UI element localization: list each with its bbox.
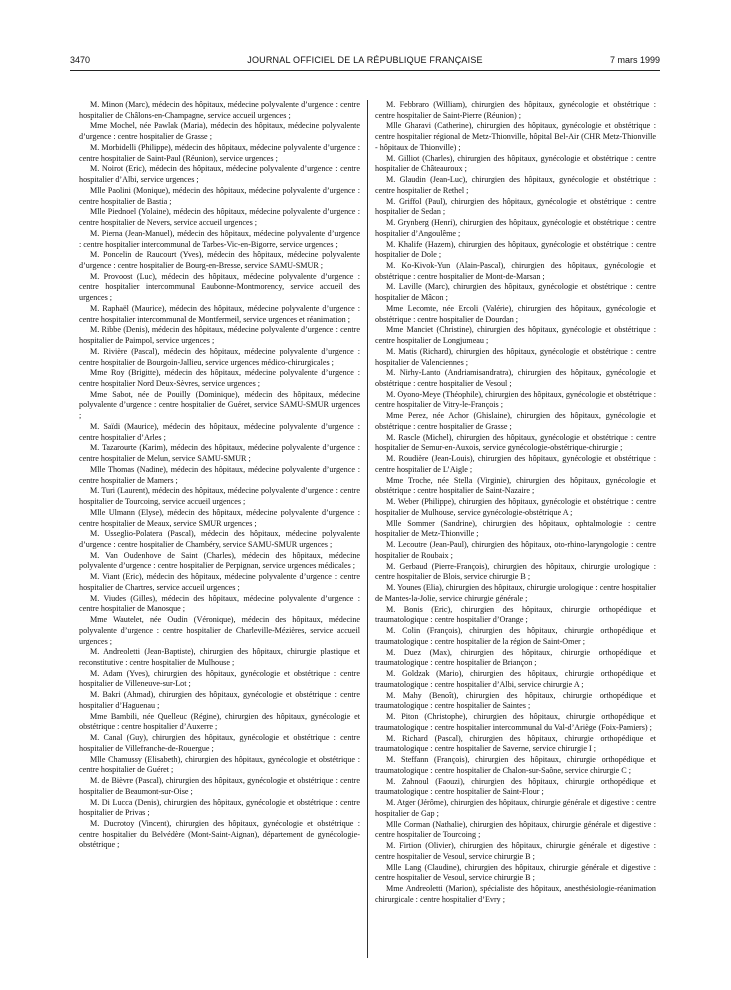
appointment-entry: Mme Lecomte, née Ercoli (Valérie), chirurgien des hôpitaux, gynécologie et obstétrique : centre hospitalier de Dourdan ;	[375, 303, 656, 324]
appointment-entry: Mlle Piednoel (Yolaine), médecin des hôpitaux, médecine polyvalente d’urgence : centre hospitalier de Nevers, service accueil urgences ;	[79, 207, 360, 228]
appointment-entry: M. Viant (Eric), médecin des hôpitaux, médecine polyvalente d’urgence : centre hospitalier de Chartres, service accueil urgences ;	[79, 572, 360, 592]
appointment-entry: M. Colin (François), chirurgien des hôpitaux, chirurgie orthopédique et traumatologique : centre hospitalier de la région de Saint-Omer ;	[375, 626, 656, 646]
journal-title: JOURNAL OFFICIEL DE LA RÉPUBLIQUE FRANÇAISE	[247, 55, 483, 65]
appointment-entry: Mlle Ulmann (Elyse), médecin des hôpitaux, médecine polyvalente d’urgence : centre hospitalier de Meaux, service SMUR urgences ;	[79, 507, 360, 528]
appointment-entry: M. Minon (Marc), médecin des hôpitaux, médecine polyvalente d’urgence : centre hospitalier de Châlons-en-Champagne, service accueil urgences ;	[79, 100, 360, 120]
appointment-entry: M. Usseglio-Polatera (Pascal), médecin des hôpitaux, médecine polyvalente d’urgence : centre hospitalier de Chambéry, service SAMU-SMUR urgences ;	[79, 529, 360, 549]
appointment-entry: Mme Sabot, née de Pouilly (Dominique), médecin des hôpitaux, médecine polyvalente d’urgence : centre hospitalier de Guéret, service SAMU-SMUR urgences ;	[79, 389, 360, 421]
page-header	[70, 55, 660, 69]
appointment-entry: M. Adam (Yves), chirurgien des hôpitaux, gynécologie et obstétrique : centre hospitalier de Villeneuve-sur-Lot ;	[79, 668, 360, 689]
appointment-entry: M. Gilliot (Charles), chirurgien des hôpitaux, gynécologie et obstétrique : centre hospitalier de Châteauroux ;	[375, 153, 656, 174]
appointment-entry: M. Viudes (Gilles), médecin des hôpitaux, médecine polyvalente d’urgence : centre hospitalier de Manosque ;	[79, 593, 360, 614]
appointment-entry: M. Tazarourte (Karim), médecin des hôpitaux, médecine polyvalente d’urgence : centre hospitalier de Melun, service SAMU-SMUR ;	[79, 443, 360, 464]
appointment-entry: M. Griffol (Paul), chirurgien des hôpitaux, gynécologie et obstétrique : centre hospitalier de Sedan ;	[375, 196, 656, 217]
appointment-entry: M. Piton (Christophe), chirurgien des hôpitaux, chirurgie orthopédique et traumatologique : centre hospitalier intercommunal du Val-d’Ariège (Foix-Pamiers) ;	[375, 712, 656, 732]
appointment-entry: M. Di Lucca (Denis), chirurgien des hôpitaux, gynécologie et obstétrique : centre hospitalier de Privas ;	[79, 797, 360, 818]
appointment-entry: M. Mahy (Benoît), chirurgien des hôpitaux, chirurgie orthopédique et traumatologique : centre hospitalier de Saintes ;	[375, 690, 656, 711]
appointment-entry: M. Rascle (Michel), chirurgien des hôpitaux, gynécologie et obstétrique : centre hospitalier de Semur-en-Auxois, service gynécologie-obstétrique-chirurgie ;	[375, 432, 656, 453]
appointment-entry: Mlle Corman (Nathalie), chirurgien des hôpitaux, chirurgie générale et digestive : centre hospitalier de Tourcoing ;	[375, 819, 656, 840]
appointment-entry: M. Richard (Pascal), chirurgien des hôpitaux, chirurgie orthopédique et traumatologique : centre hospitalier de Saverne, service chirurgie I ;	[375, 733, 656, 754]
appointment-entry: M. Turi (Laurent), médecin des hôpitaux, médecine polyvalente d’urgence : centre hospitalier de Tourcoing, service accueil urgences ;	[79, 486, 360, 507]
appointment-entry: M. Provoost (Luc), médecin des hôpitaux, médecine polyvalente d’urgence : centre hospitalier intercommunal Eaubonne-Montmorency, service accueil des urgences ;	[79, 271, 360, 303]
page-number: 3470	[70, 55, 91, 65]
appointment-entry: M. Laville (Marc), chirurgien des hôpitaux, gynécologie et obstétrique : centre hospitalier de Mâcon ;	[375, 282, 656, 303]
appointment-entry: Mme Andreoletti (Marion), spécialiste des hôpitaux, anesthésiologie-réanimation chirurgicale : centre hospitalier d’Evry ;	[375, 884, 656, 904]
appointment-entry: M. Pierna (Jean-Manuel), médecin des hôpitaux, médecine polyvalente d’urgence : centre hospitalier intercommunal de Tarbes-Vic-en-Bigorre, service urgences ;	[79, 228, 360, 249]
appointment-entry: Mme Wautelet, née Oudin (Véronique), médecin des hôpitaux, médecine polyvalente d’urgence : centre hospitalier de Charleville-Mézières, service accueil urgences ;	[79, 615, 360, 646]
appointment-entry: M. Glaudin (Jean-Luc), chirurgien des hôpitaux, gynécologie et obstétrique : centre hospitalier de Rethel ;	[375, 175, 656, 195]
appointment-entry: M. Grynberg (Henri), chirurgien des hôpitaux, gynécologie et obstétrique : centre hospitalier d’Angoulême ;	[375, 218, 656, 238]
appointment-entry: M. de Bièvre (Pascal), chirurgien des hôpitaux, gynécologie et obstétrique : centre hospitalier de Beaumont-sur-Oise ;	[79, 776, 360, 796]
appointment-entry: M. Lecoutre (Jean-Paul), chirurgien des hôpitaux, oto-rhino-laryngologie : centre hospitalier de Roubaix ;	[375, 540, 656, 560]
appointment-entry: Mme Roy (Brigitte), médecin des hôpitaux, médecine polyvalente d’urgence : centre hospitalier Nord Deux-Sèvres, service urgences ;	[79, 368, 360, 388]
appointment-entry: Mlle Paolini (Monique), médecin des hôpitaux, médecine polyvalente d’urgence : centre hospitalier de Bastia ;	[79, 185, 360, 206]
appointment-entry: Mme Perez, née Achor (Ghislaine), chirurgien des hôpitaux, gynécologie et obstétrique : centre hospitalier de Grasse ;	[375, 411, 656, 431]
appointment-entry: M. Matis (Richard), chirurgien des hôpitaux, gynécologie et obstétrique : centre hospitalier de Valenciennes ;	[375, 346, 656, 367]
column-divider	[367, 100, 368, 958]
appointment-entry: M. Van Oudenhove de Saint (Charles), médecin des hôpitaux, médecine polyvalente d’urgence : centre hospitalier de Perpignan, service urgences médicales ;	[79, 550, 360, 571]
header-rule	[70, 70, 660, 71]
appointment-entry: M. Duez (Max), chirurgien des hôpitaux, chirurgie orthopédique et traumatologique : centre hospitalier de Briançon ;	[375, 647, 656, 668]
appointment-entry: M. Goldzak (Mario), chirurgien des hôpitaux, chirurgie orthopédique et traumatologique : centre hospitalier d’Albi, service chirurgie A ;	[375, 669, 656, 689]
appointment-entry: M. Roudière (Jean-Louis), chirurgien des hôpitaux, gynécologie et obstétrique : centre hospitalier de L’Aigle ;	[375, 454, 656, 474]
appointment-entry: M. Zahnoul (Faouzi), chirurgien des hôpitaux, chirurgie orthopédique et traumatologique : centre hospitalier de Saint-Flour ;	[375, 776, 656, 797]
appointment-entry: Mlle Chamussy (Elisabeth), chirurgien des hôpitaux, gynécologie et obstétrique : centre hospitalier de Guéret ;	[79, 754, 360, 775]
appointment-entry: Mme Bambili, née Quelleuc (Régine), chirurgien des hôpitaux, gynécologie et obstétrique : centre hospitalier d’Auxerre ;	[79, 711, 360, 732]
appointment-entry: M. Oyono-Meye (Théophile), chirurgien des hôpitaux, gynécologie et obstétrique : centre hospitalier de Vitry-le-François ;	[375, 389, 656, 410]
appointment-entry: M. Ko-Kivok-Yun (Alain-Pascal), chirurgien des hôpitaux, gynécologie et obstétrique : centre hospitalier de Mont-de-Marsan ;	[375, 260, 656, 281]
appointment-entry: Mme Mochel, née Pawlak (Maria), médecin des hôpitaux, médecine polyvalente d’urgence : centre hospitalier de Grasse ;	[79, 121, 360, 142]
appointment-entry: M. Bakri (Ahmad), chirurgien des hôpitaux, gynécologie et obstétrique : centre hospitalier d’Haguenau ;	[79, 690, 360, 710]
appointment-entry: M. Ducrotoy (Vincent), chirurgien des hôpitaux, gynécologie et obstétrique : centre hospitalier du Belvédère (Mont-Saint-Aignan), département de gynécologie-obstétrique ;	[79, 819, 360, 850]
appointment-entry: M. Bonis (Eric), chirurgien des hôpitaux, chirurgie orthopédique et traumatologique : centre hospitalier d’Orange ;	[375, 604, 656, 625]
appointment-entry: M. Febbraro (William), chirurgien des hôpitaux, gynécologie et obstétrique : centre hospitalier de Saint-Pierre (Réunion) ;	[375, 100, 656, 120]
appointment-entry: M. Gerbaud (Pierre-François), chirurgien des hôpitaux, chirurgie urologique : centre hospitalier de Blois, service chirurgie B ;	[375, 561, 656, 582]
appointment-entry: M. Morbidelli (Philippe), médecin des hôpitaux, médecine polyvalente d’urgence : centre hospitalier de Saint-Paul (Réunion), service urgences ;	[79, 142, 360, 163]
appointment-entry: M. Noirot (Eric), médecin des hôpitaux, médecine polyvalente d’urgence : centre hospitalier d’Albi, service urgences ;	[79, 164, 360, 185]
appointment-entry: M. Younes (Elia), chirurgien des hôpitaux, chirurgie urologique : centre hospitalier de Mantes-la-Jolie, service chirurgie générale ;	[375, 583, 656, 603]
issue-date: 7 mars 1999	[609, 55, 660, 65]
appointment-entry: M. Saïdi (Maurice), médecin des hôpitaux, médecine polyvalente d’urgence : centre hospitalier d’Arles ;	[79, 421, 360, 442]
appointment-entry: M. Canal (Guy), chirurgien des hôpitaux, gynécologie et obstétrique : centre hospitalier de Villefranche-de-Rouergue ;	[79, 733, 360, 753]
appointment-entry: M. Andreoletti (Jean-Baptiste), chirurgien des hôpitaux, chirurgie plastique et reconstitutive : centre hospitalier de Mulhouse ;	[79, 647, 360, 667]
appointment-entry: M. Poncelin de Raucourt (Yves), médecin des hôpitaux, médecine polyvalente d’urgence : centre hospitalier de Bourg-en-Bresse, service SAMU-SMUR ;	[79, 250, 360, 270]
appointment-entry: M. Khalife (Hazem), chirurgien des hôpitaux, gynécologie et obstétrique : centre hospitalier de Dole ;	[375, 239, 656, 260]
appointment-entry: M. Steffann (François), chirurgien des hôpitaux, chirurgie orthopédique et traumatologique : centre hospitalier de Chalon-sur-Saône, service chirurgie C ;	[375, 755, 656, 775]
left-column	[79, 100, 360, 851]
appointment-entry: Mlle Lang (Claudine), chirurgien des hôpitaux, chirurgie générale et digestive : centre hospitalier de Vesoul, service chirurgie B ;	[375, 862, 656, 883]
appointment-entry: M. Weber (Philippe), chirurgien des hôpitaux, gynécologie et obstétrique : centre hospitalier de Mulhouse, service gynécologie-obstétrique A ;	[375, 497, 656, 517]
appointment-entry: M. Firtion (Olivier), chirurgien des hôpitaux, chirurgie générale et digestive : centre hospitalier de Vesoul, service chirurgie B ;	[375, 841, 656, 861]
appointment-entry: M. Nirhy-Lanto (Andriamisandratra), chirurgien des hôpitaux, gynécologie et obstétrique : centre hospitalier de Vesoul ;	[375, 368, 656, 388]
appointment-entry: M. Rivière (Pascal), médecin des hôpitaux, médecine polyvalente d’urgence : centre hospitalier de Bourgoin-Jallieu, service urgences médico-chirurgicales ;	[79, 346, 360, 367]
appointment-entry: Mlle Thomas (Nadine), médecin des hôpitaux, médecine polyvalente d’urgence : centre hospitalier de Mamers ;	[79, 464, 360, 485]
appointment-entry: M. Raphaël (Maurice), médecin des hôpitaux, médecine polyvalente d’urgence : centre hospitalier intercommunal de Montfermeil, service urgences et réanimation ;	[79, 303, 360, 324]
appointment-entry: M. Ribbe (Denis), médecin des hôpitaux, médecine polyvalente d’urgence : centre hospitalier de Paimpol, service urgences ;	[79, 325, 360, 346]
appointment-entry: Mlle Gharavi (Catherine), chirurgien des hôpitaux, gynécologie et obstétrique : centre hospitalier régional de Metz-Thionville, hôpital Bel-Air (CHR Metz-Thionville - hôpitaux de Thionville) ;	[375, 121, 656, 152]
appointment-entry: Mme Troche, née Stella (Virginie), chirurgien des hôpitaux, gynécologie et obstétrique : centre hospitalier de Saint-Nazaire ;	[375, 475, 656, 496]
appointment-entry: Mlle Sommer (Sandrine), chirurgien des hôpitaux, ophtalmologie : centre hospitalier de Metz-Thionville ;	[375, 518, 656, 539]
appointment-entry: M. Atger (Jérôme), chirurgien des hôpitaux, chirurgie générale et digestive : centre hospitalier de Gap ;	[375, 798, 656, 818]
appointment-entry: Mme Manciet (Christine), chirurgien des hôpitaux, gynécologie et obstétrique : centre hospitalier de Longjumeau ;	[375, 325, 656, 346]
right-column	[375, 100, 656, 906]
